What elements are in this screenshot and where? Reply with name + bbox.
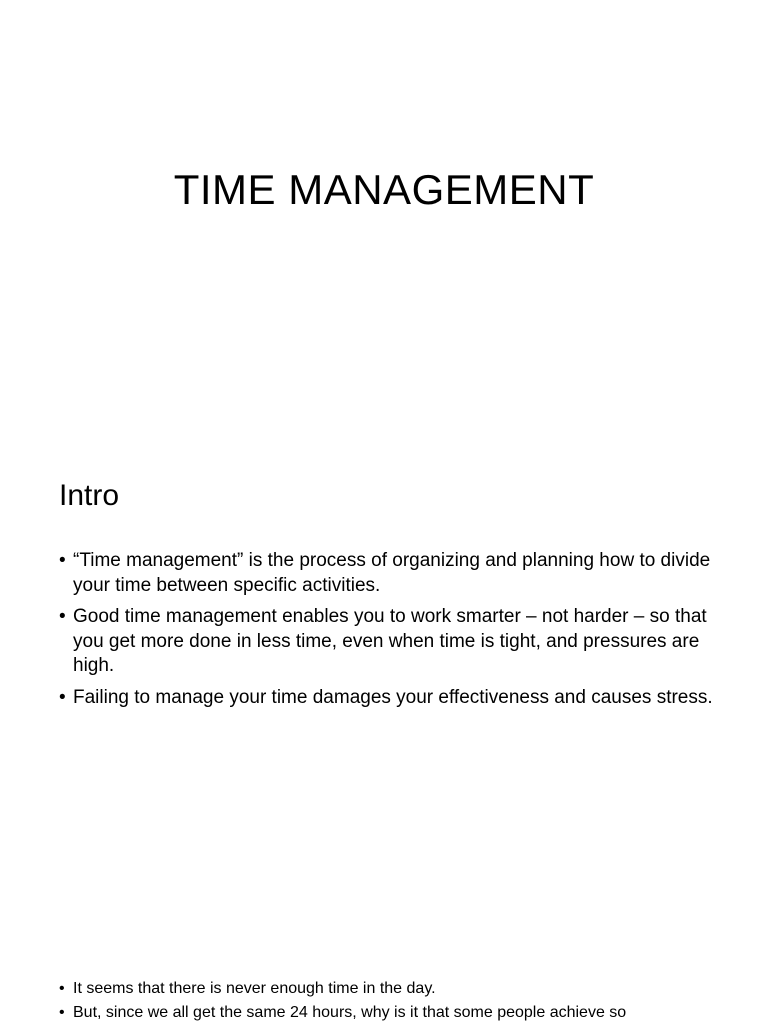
slide-continued (0, 958, 768, 1024)
bullet-list (59, 978, 728, 1024)
bullet-icon: • (59, 980, 65, 997)
bullet-icon: • (59, 606, 66, 627)
list-item (59, 549, 728, 598)
bullet-text: Good time management enables you to work smarter – not harder – so that you get more done in less time, even when time is tight, and pressures are high. (73, 606, 707, 676)
list-item (59, 605, 728, 679)
bullet-icon: • (59, 686, 66, 708)
bullet-text: It seems that there is never enough time in the day. (73, 980, 436, 997)
list-item (59, 686, 728, 711)
bullet-list (59, 549, 728, 717)
slide-title (0, 0, 768, 432)
section-heading: Intro (59, 479, 120, 512)
bullet-text: But, since we all get the same 24 hours, why is it that some people achieve so (73, 1004, 627, 1021)
page-title: TIME MANAGEMENT (173, 166, 595, 213)
bullet-icon: • (59, 1004, 65, 1021)
bullet-icon: • (59, 550, 66, 571)
slide-intro (0, 432, 768, 958)
bullet-text: Failing to manage your time damages your effectiveness and causes stress. (73, 686, 713, 708)
bullet-text: “Time management” is the process of organizing and planning how to divide your time between specific activities. (73, 550, 711, 596)
list-item (59, 1002, 728, 1024)
list-item (59, 978, 728, 1000)
